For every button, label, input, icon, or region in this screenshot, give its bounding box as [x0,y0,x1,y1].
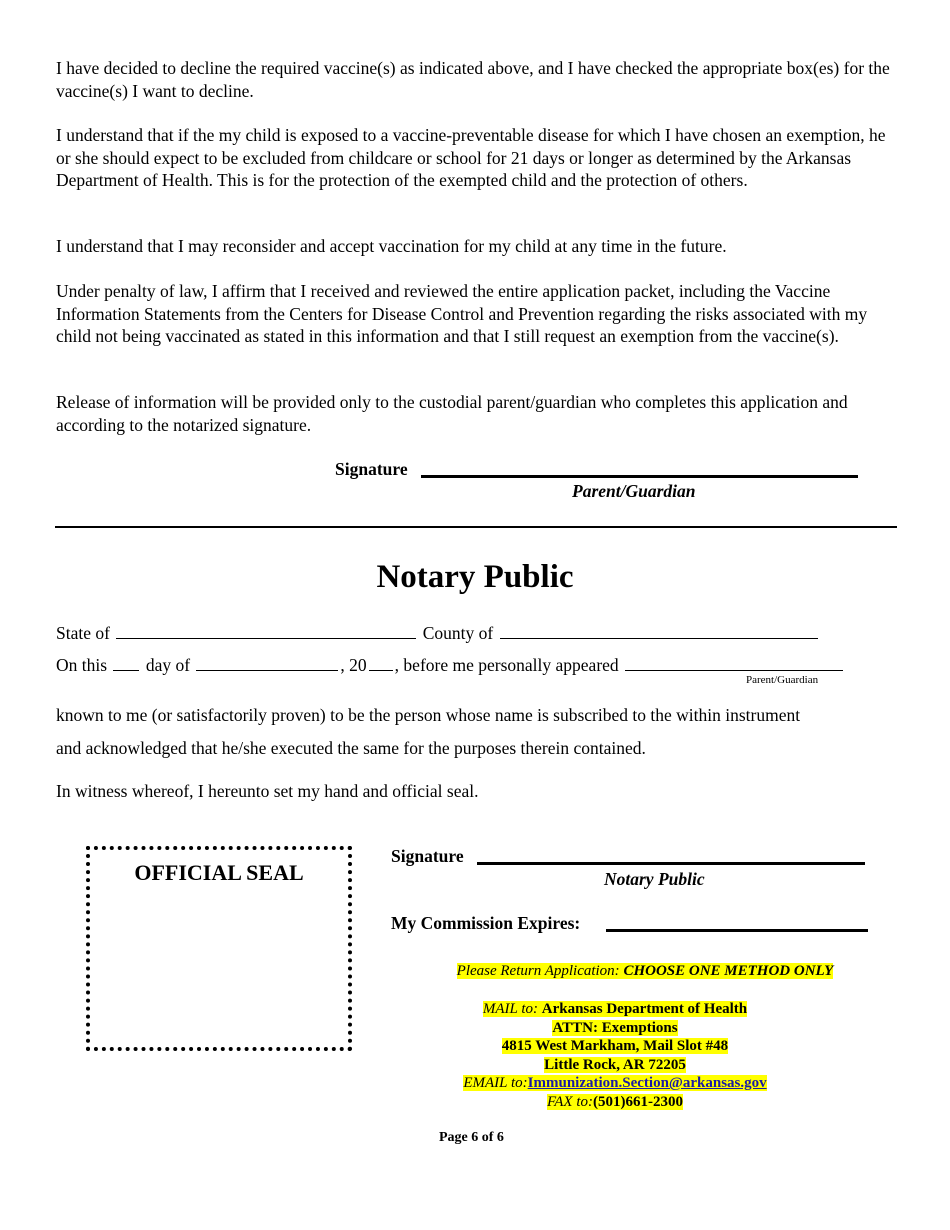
return-instruction [380,962,910,981]
notary-signature-line[interactable] [477,862,865,865]
day-field[interactable] [113,654,139,671]
commission-expires-line[interactable] [606,929,868,932]
known-line-2: and acknowledged that he/she executed the same for the purposes therein contained. [56,738,646,758]
parent-signature-label: Signature [335,459,408,479]
mail-prefix: MAIL to: [482,1001,542,1017]
county-label: County of [422,623,494,643]
known-line-1: known to me (or satisfactorily proven) to be the person whose name is subscribed to the within instrument [56,705,801,725]
official-seal-box [86,846,352,1051]
state-label: State of [56,623,110,643]
appeared-caption: Parent/Guardian [746,674,819,686]
witness-text: In witness whereof, I hereunto set my hand and official seal. [56,781,479,801]
return-instruction-emphasis: CHOOSE ONE METHOD ONLY [623,963,834,979]
on-this-day-line [56,654,845,676]
notary-signature-label: Signature [391,846,464,866]
year-prefix: , 20 [340,655,367,675]
paragraph-affirm: Under penalty of law, I affirm that I received and reviewed the entire application packet, including the Vaccine Information Statements from the Centers for Disease Control and Prevention regarding the risks associated with my child not being vaccinated as stated in this information and that I still request an exemption from the vaccine(s). [56,281,868,346]
day-of-label: day of [145,655,191,675]
fax-prefix: FAX to: [547,1093,593,1110]
commission-label: My Commission Expires: [391,913,581,933]
county-field[interactable] [500,622,818,639]
appeared-name-field[interactable] [625,654,843,671]
paragraph-exclusion: I understand that if the my child is exposed to a vaccine-preventable disease for which I have chosen an exemption, he or she should expect to be excluded from childcare or school for 21 days or longer as determined by the Arkansas Department of Health. This is for the protection of the exempted child and the protection of others. [56,125,886,190]
month-field[interactable] [196,654,338,671]
section-divider [55,526,897,528]
paragraph-reconsider: I understand that I may reconsider and accept vaccination for my child at any time in the future. [56,236,727,256]
mail-street: 4815 West Markham, Mail Slot #48 [501,1038,729,1054]
official-seal-title: OFFICIAL SEAL [134,860,304,885]
mail-address-block [380,1000,850,1111]
mail-name: Arkansas Department of Health [541,1001,748,1017]
state-field[interactable] [116,622,416,639]
paragraph-release: Release of information will be provided only to the custodial parent/guardian who completes this application and according to the notarized signature. [56,392,848,435]
parent-signature-line[interactable] [421,475,858,478]
on-this-label: On this [56,655,108,675]
return-instruction-prefix: Please Return Application: [456,963,624,979]
year-field[interactable] [369,654,393,671]
paragraph-decline: I have decided to decline the required vaccine(s) as indicated above, and I have checked the appropriate box(es) for the vaccine(s) I want to decline. [56,58,890,101]
notary-signature-caption: Notary Public [604,869,705,889]
notary-title: Notary Public [376,559,574,595]
email-prefix: EMAIL to: [463,1075,528,1091]
fax-number: (501)661-2300 [592,1093,683,1110]
parent-signature-caption: Parent/Guardian [572,481,696,501]
mail-city: Little Rock, AR 72205 [544,1056,686,1073]
appeared-label: , before me personally appeared [394,655,619,675]
email-link[interactable]: Immunization.Section@arkansas.gov [527,1075,767,1091]
mail-attn: ATTN: Exemptions [552,1019,678,1036]
page-number: Page 6 of 6 [439,1130,504,1145]
state-county-line [56,622,820,644]
